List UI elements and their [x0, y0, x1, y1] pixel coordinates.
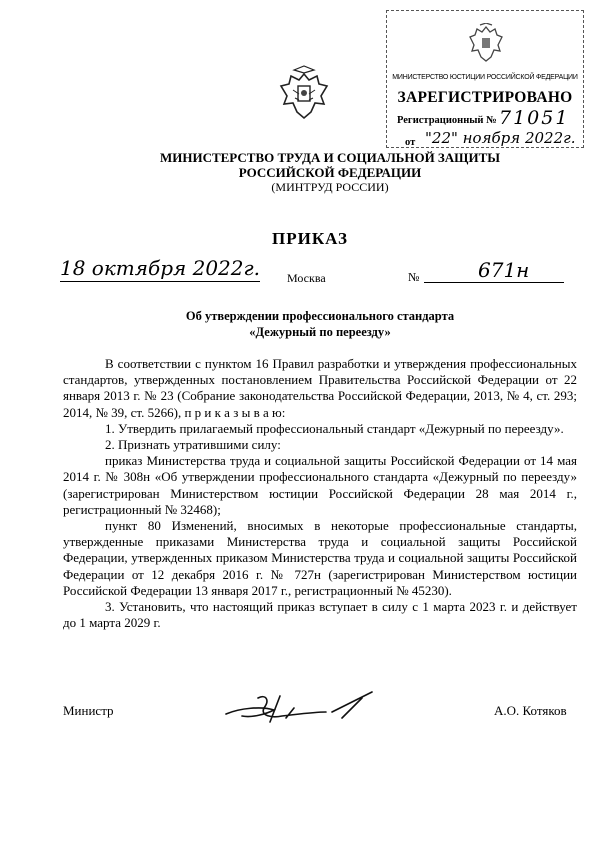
- body-paragraph-2: 2. Признать утратившими силу:: [105, 437, 281, 453]
- order-number: 671н: [478, 258, 530, 282]
- ministry-short-name: (МИНТРУД РОССИИ): [271, 180, 389, 194]
- body-paragraph-2a: приказ Министерства труда и социальной защиты Российской Федерации от 14 мая 2014 г. № 308н «Об утверждении профессионального стандарта «Дежурный по переезду» (зарегистрирован Министерством юстиции Российской Федерации 28 мая 2014 г., регистрационный № 32468);: [63, 453, 577, 517]
- signatory-position: Министр: [63, 703, 114, 718]
- body-paragraph-1: 1. Утвердить прилагаемый профессиональный стандарт «Дежурный по переезду».: [105, 420, 564, 436]
- stamp-title: ЗАРЕГИСТРИРОВАНО: [397, 89, 573, 106]
- eagle-emblem-icon: [469, 23, 503, 65]
- stamp-from-label: от: [405, 137, 416, 148]
- document-type: ПРИКАЗ: [272, 229, 348, 248]
- number-underline: [424, 282, 564, 283]
- stamp-from-date: "22" ноября 2022г.: [425, 129, 576, 147]
- stamp-reg-label: Регистрационный №: [397, 115, 497, 126]
- signatory-name: А.О. Котяков: [494, 703, 567, 718]
- ministry-name-line1: МИНИСТЕРСТВО ТРУДА И СОЦИАЛЬНОЙ ЗАЩИТЫ: [159, 150, 501, 165]
- order-city: Москва: [287, 271, 326, 285]
- body-paragraph-3: 3. Установить, что настоящий приказ вступает в силу с 1 марта 2023 г. и действует до 1 марта 2029 г.: [63, 599, 577, 631]
- handwritten-signature: [222, 688, 382, 728]
- body-paragraph-2b: пункт 80 Изменений, вносимых в некоторые профессиональные стандарты, утвержденные приказами Министерства труда и социальной защиты Российской Федерации, утвержденных приказом Министерства труда и социальной защиты Российской Федерации от 12 декабря 2016 г. № 727н (зарегистрирован Министерством юстиции Российской Федерации 13 января 2017 г., регистрационный № 45230).: [63, 518, 577, 598]
- document-title-line1: Об утверждении профессионального стандарта: [185, 309, 455, 323]
- stamp-ministry: МИНИСТЕРСТВО ЮСТИЦИИ РОССИЙСКОЙ ФЕДЕРАЦИИ: [392, 74, 578, 81]
- body-paragraph-intro: В соответствии с пунктом 16 Правил разработки и утверждения профессиональных стандартов, утвержденных постановлением Правительства Российской Федерации от 22 января 2013 г. № 23 (Собрание законодательства Российской Федерации, 2013, № 4, ст. 293; 2014, № 39, ст. 5266), п р и к а з ы в а ю:: [63, 356, 577, 420]
- document-title-line2: «Дежурный по переезду»: [249, 325, 391, 339]
- document-body: [63, 356, 577, 631]
- date-underline: [60, 281, 260, 282]
- order-date: 18 октября 2022г.: [60, 256, 260, 280]
- ministry-name-line2: РОССИЙСКОЙ ФЕДЕРАЦИИ: [238, 165, 422, 180]
- order-number-label: №: [408, 270, 420, 284]
- stamp-reg-number: 71051: [499, 107, 570, 129]
- russian-coat-of-arms-icon: [279, 64, 329, 124]
- registration-stamp: [386, 10, 584, 148]
